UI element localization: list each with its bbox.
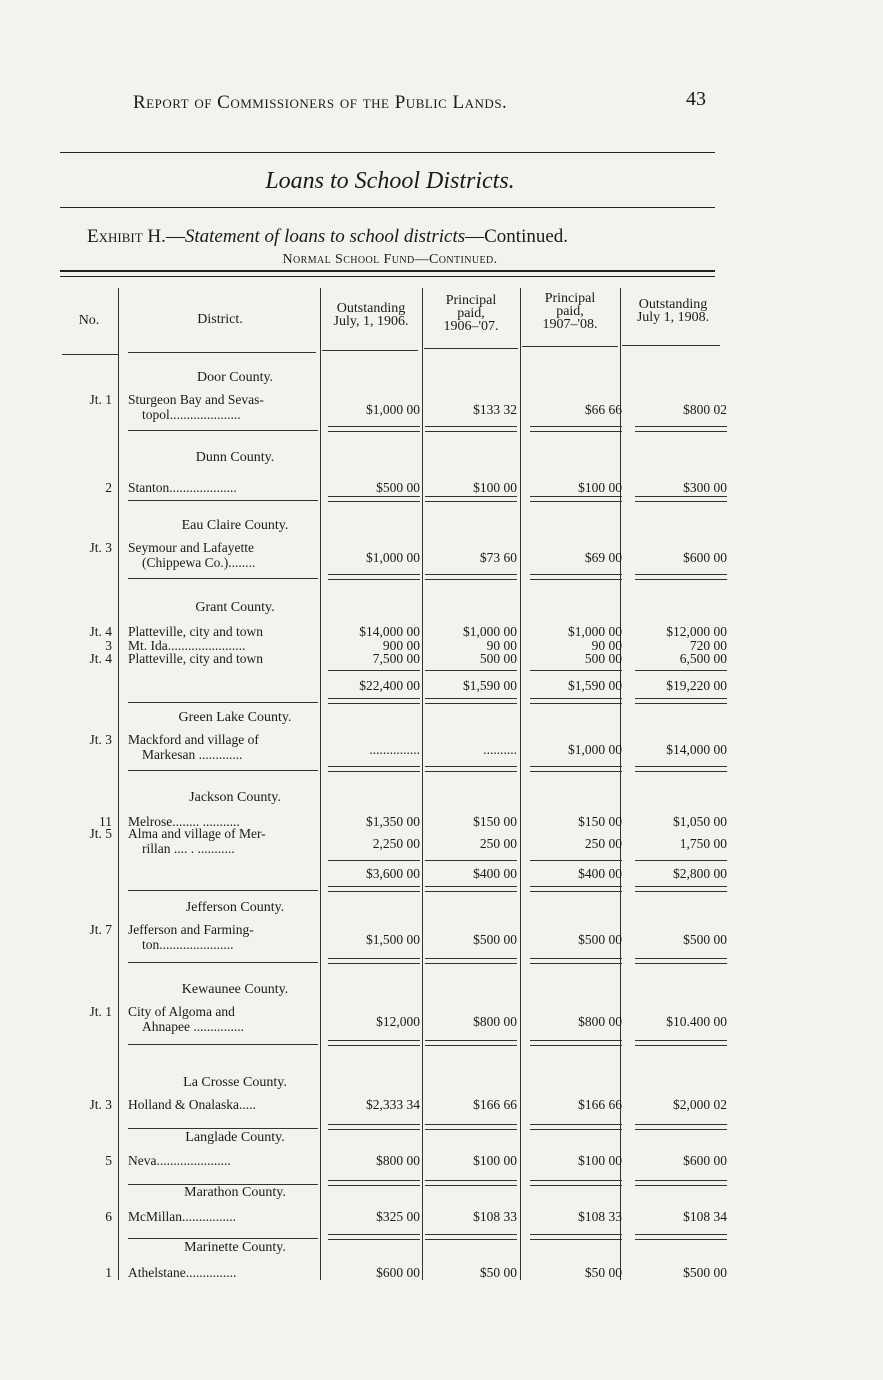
double-rule [425, 1180, 517, 1186]
double-rule [530, 698, 622, 704]
county-total-double-rule [128, 574, 318, 579]
amount-pp0607: 500 00 [479, 651, 517, 666]
district-name: Markesan ............. [142, 747, 243, 762]
header-principal-0607: Principal [445, 293, 497, 308]
fund-line: Normal School Fund—Continued. [282, 252, 498, 267]
county-name: La Crosse County. [183, 1075, 287, 1090]
district-name: Sturgeon Bay and Sevas- [128, 392, 264, 407]
amount-out1908: $500 00 [683, 932, 727, 947]
section-title: Loans to School Districts. [265, 168, 515, 194]
amount-pp0708: 90 00 [591, 638, 622, 653]
amount-pp0607: $166 66 [473, 1097, 517, 1112]
double-rule [635, 886, 727, 892]
district-number: Jt. 7 [89, 922, 112, 937]
double-rule [530, 766, 622, 772]
double-rule [425, 574, 517, 580]
amount-pp0708: $150 00 [578, 814, 622, 829]
amount-out1906: $1,500 00 [366, 932, 420, 947]
double-rule [425, 886, 517, 892]
double-rule [425, 496, 517, 502]
amount-out1906: $2,333 34 [366, 1097, 420, 1112]
header-principal-0607: 1906–'07. [443, 319, 499, 334]
double-rule [635, 958, 727, 964]
column-rule [422, 288, 423, 1280]
header-outstanding-1908: Outstanding [638, 297, 708, 312]
amount-pp0708: $108 33 [578, 1209, 622, 1224]
amount-pp0708: $66 66 [584, 402, 622, 417]
double-rule [635, 698, 727, 704]
column-rule [620, 288, 621, 1280]
district-name: Mackford and village of [128, 732, 259, 747]
double-rule [635, 426, 727, 432]
district-name: McMillan................ [128, 1209, 236, 1224]
double-rule [328, 1234, 420, 1240]
amount-pp0708: $100 00 [578, 480, 622, 495]
header-rule [424, 348, 518, 349]
amount-pp0607: 90 00 [486, 638, 517, 653]
county-name: Dunn County. [195, 450, 275, 465]
running-head: Report of Commissioners of the Public Lands. [133, 92, 508, 113]
amount-pp0607: $100 00 [473, 480, 517, 495]
double-rule [425, 1124, 517, 1130]
double-rule [425, 1234, 517, 1240]
district-number: Jt. 3 [89, 540, 112, 555]
county-total-double-rule [128, 698, 318, 703]
amount-pp0607: $133 32 [473, 402, 517, 417]
county-total-double-rule [128, 886, 318, 891]
district-name: Athelstane............... [128, 1265, 237, 1280]
amount-out1908: $500 00 [683, 1265, 727, 1280]
exhibit-statement: Statement of loans to school districts [184, 226, 466, 247]
amount-out1908: $2,000 02 [673, 1097, 727, 1112]
amount-out1906: $14,000 00 [359, 624, 420, 639]
amount-out1906: $800 00 [376, 1153, 420, 1168]
total-pp0708: $1,590 00 [568, 678, 622, 693]
county-name: Langlade County. [185, 1130, 285, 1145]
county-name: Grant County. [195, 600, 275, 615]
amount-pp0607: $100 00 [473, 1153, 517, 1168]
amount-pp0708: $800 00 [578, 1014, 622, 1029]
subtotal-rule [635, 860, 727, 861]
amount-out1908: $300 00 [683, 480, 727, 495]
district-number: 5 [105, 1153, 112, 1168]
double-rule [635, 1124, 727, 1130]
exhibit-heading [87, 226, 727, 248]
district-number: Jt. 1 [89, 1004, 112, 1019]
district-name: ton...................... [142, 937, 234, 952]
double-rule [328, 698, 420, 704]
county-total-double-rule [128, 958, 318, 963]
exhibit-dash: — [165, 226, 185, 247]
amount-pp0607: $73 60 [479, 550, 517, 565]
double-rule [328, 886, 420, 892]
exhibit-suffix: —Continued. [465, 226, 569, 247]
amount-out1906: $325 00 [376, 1209, 420, 1224]
double-rule [635, 496, 727, 502]
subtotal-rule [530, 860, 622, 861]
county-total-double-rule [128, 1040, 318, 1045]
amount-out1906: $12,000 [376, 1014, 420, 1029]
district-name: Alma and village of Mer- [128, 826, 266, 841]
district-name: Jefferson and Farming- [128, 922, 254, 937]
amount-out1908: $1,050 00 [673, 814, 727, 829]
county-name: Jackson County. [189, 790, 281, 805]
double-rule [635, 1040, 727, 1046]
amount-out1906: 900 00 [382, 638, 420, 653]
double-rule [328, 958, 420, 964]
total-out1906: $3,600 00 [366, 866, 420, 881]
double-rule [530, 1124, 622, 1130]
amount-out1906: $500 00 [376, 480, 420, 495]
amount-pp0607: $1,000 00 [463, 624, 517, 639]
rule-top [60, 152, 715, 153]
subtotal-rule [328, 670, 420, 671]
amount-out1908: $600 00 [683, 550, 727, 565]
header-no: No. [78, 313, 100, 328]
county-name: Marinette County. [184, 1240, 286, 1255]
county-total-double-rule [128, 1124, 318, 1129]
double-rule [635, 1180, 727, 1186]
district-number: 1 [105, 1265, 112, 1280]
amount-out1908: 6,500 00 [679, 651, 727, 666]
header-rule [322, 350, 418, 351]
double-rule [530, 1180, 622, 1186]
county-name: Door County. [196, 370, 274, 385]
double-rule [425, 1040, 517, 1046]
header-principal-0708: 1907–'08. [542, 317, 598, 332]
amount-pp0708: $1,000 00 [568, 742, 622, 757]
county-total-double-rule [128, 1234, 318, 1239]
amount-out1908: $10.400 00 [666, 1014, 727, 1029]
amount-out1908: $600 00 [683, 1153, 727, 1168]
district-name: (Chippewa Co.)........ [142, 555, 256, 570]
column-rule [520, 288, 521, 1280]
total-pp0607: $1,590 00 [463, 678, 517, 693]
double-rule [328, 1040, 420, 1046]
page-number: 43 [686, 88, 706, 110]
double-rule [425, 766, 517, 772]
district-name: Melrose........ ........... [128, 814, 240, 829]
amount-pp0607: $150 00 [473, 814, 517, 829]
amount-out1908: $108 34 [683, 1209, 727, 1224]
amount-out1906: ............... [369, 742, 420, 757]
county-total-double-rule [128, 766, 318, 771]
double-rule [530, 1234, 622, 1240]
double-rule [328, 496, 420, 502]
double-rule [328, 426, 420, 432]
double-rule [530, 1040, 622, 1046]
double-rule [328, 1180, 420, 1186]
total-pp0708: $400 00 [578, 866, 622, 881]
amount-out1908: $14,000 00 [666, 742, 727, 757]
amount-out1906: $600 00 [376, 1265, 420, 1280]
district-number: 2 [105, 480, 112, 495]
header-rule [62, 354, 118, 355]
header-principal-0607: paid, [457, 306, 485, 321]
amount-pp0607: $50 00 [479, 1265, 517, 1280]
amount-out1906: $1,000 00 [366, 402, 420, 417]
district-name: Stanton.................... [128, 480, 237, 495]
rule-under-title [60, 207, 715, 208]
district-name: Platteville, city and town [128, 624, 263, 639]
district-number: Jt. 3 [89, 1097, 112, 1112]
district-number: Jt. 3 [89, 732, 112, 747]
district-name: City of Algoma and [128, 1004, 235, 1019]
district-number: Jt. 1 [89, 392, 112, 407]
rule-table-top-2 [60, 276, 715, 277]
district-name: rillan .... . ........... [142, 841, 235, 856]
district-number: 6 [105, 1209, 112, 1224]
county-name: Jefferson County. [185, 900, 285, 915]
county-total-double-rule [128, 426, 318, 431]
header-principal-0708: Principal [544, 291, 596, 306]
district-name: Platteville, city and town [128, 651, 263, 666]
county-total-double-rule [128, 496, 318, 501]
header-outstanding-1906: July, 1, 1906. [333, 314, 409, 329]
county-name: Green Lake County. [178, 710, 292, 725]
total-out1908: $2,800 00 [673, 866, 727, 881]
subtotal-rule [530, 670, 622, 671]
district-name: topol..................... [142, 407, 241, 422]
subtotal-rule [635, 670, 727, 671]
amount-pp0607: $800 00 [473, 1014, 517, 1029]
amount-pp0607: 250 00 [479, 836, 517, 851]
double-rule [635, 1234, 727, 1240]
amount-pp0708: $500 00 [578, 932, 622, 947]
double-rule [425, 698, 517, 704]
exhibit-lead: Exhibit H. [87, 226, 166, 247]
amount-pp0708: 250 00 [584, 836, 622, 851]
district-number: 11 [99, 814, 112, 829]
column-rule [118, 288, 119, 1280]
amount-out1906: 7,500 00 [372, 651, 420, 666]
county-name: Eau Claire County. [181, 518, 289, 533]
total-out1908: $19,220 00 [666, 678, 727, 693]
amount-pp0708: $166 66 [578, 1097, 622, 1112]
district-name: Neva...................... [128, 1153, 231, 1168]
double-rule [635, 574, 727, 580]
amount-out1908: $12,000 00 [666, 624, 727, 639]
amount-pp0607: $500 00 [473, 932, 517, 947]
double-rule [328, 766, 420, 772]
double-rule [328, 1124, 420, 1130]
amount-out1906: $1,000 00 [366, 550, 420, 565]
district-number: Jt. 4 [89, 651, 112, 666]
district-number: Jt. 5 [89, 826, 112, 841]
amount-pp0708: 500 00 [584, 651, 622, 666]
double-rule [530, 886, 622, 892]
double-rule [425, 426, 517, 432]
header-rule [522, 346, 618, 347]
amount-pp0708: $100 00 [578, 1153, 622, 1168]
district-name: Ahnapee ............... [142, 1019, 244, 1034]
double-rule [530, 426, 622, 432]
total-out1906: $22,400 00 [359, 678, 420, 693]
amount-out1906: 2,250 00 [372, 836, 420, 851]
amount-out1908: 1,750 00 [679, 836, 727, 851]
total-pp0607: $400 00 [473, 866, 517, 881]
amount-out1906: $1,350 00 [366, 814, 420, 829]
amount-pp0708: $1,000 00 [568, 624, 622, 639]
amount-out1908: $800 02 [683, 402, 727, 417]
county-name: Kewaunee County. [181, 982, 289, 997]
double-rule [635, 766, 727, 772]
double-rule [530, 574, 622, 580]
header-rule [622, 345, 720, 346]
amount-pp0708: $50 00 [584, 1265, 622, 1280]
header-district: District. [197, 312, 243, 327]
subtotal-rule [425, 860, 517, 861]
district-name: Mt. Ida....................... [128, 638, 246, 653]
header-outstanding-1908: July 1, 1908. [636, 310, 710, 325]
amount-pp0607: $108 33 [473, 1209, 517, 1224]
rule-table-top [60, 270, 715, 272]
district-name: Holland & Onalaska..... [128, 1097, 256, 1112]
county-name: Marathon County. [184, 1185, 286, 1200]
amount-out1908: 720 00 [689, 638, 727, 653]
subtotal-rule [328, 860, 420, 861]
double-rule [530, 958, 622, 964]
double-rule [425, 958, 517, 964]
header-principal-0708: paid, [556, 304, 584, 319]
double-rule [328, 574, 420, 580]
double-rule [530, 496, 622, 502]
header-outstanding-1906: Outstanding [336, 301, 406, 316]
subtotal-rule [425, 670, 517, 671]
amount-pp0708: $69 00 [584, 550, 622, 565]
header-rule [128, 352, 316, 353]
district-number: 3 [105, 638, 112, 653]
amount-pp0607: .......... [483, 742, 517, 757]
district-name: Seymour and Lafayette [128, 540, 254, 555]
district-number: Jt. 4 [89, 624, 112, 639]
